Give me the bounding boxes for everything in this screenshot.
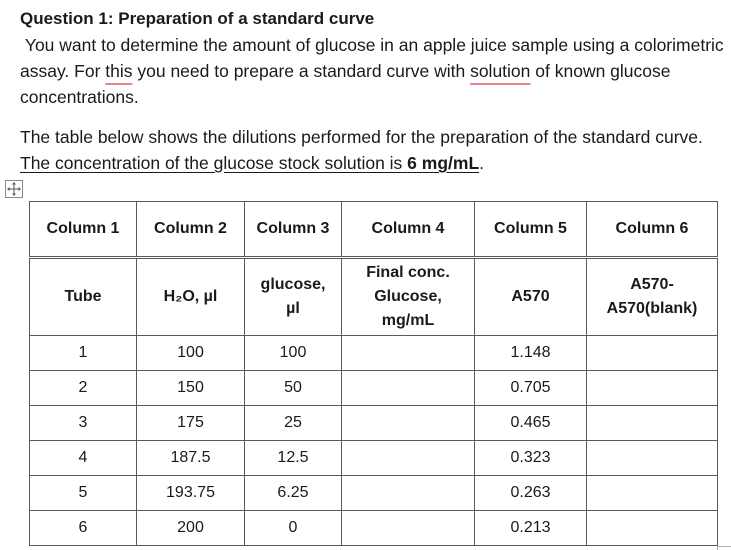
table-resize-handle[interactable] — [717, 546, 731, 550]
table-cell[interactable]: 25 — [245, 406, 342, 441]
column-header: Column 2 — [137, 202, 245, 258]
column-header: Column 4 — [342, 202, 475, 258]
table-cell[interactable]: 6.25 — [245, 476, 342, 511]
table-cell[interactable]: 2 — [30, 371, 137, 406]
column-header-row — [30, 202, 718, 258]
sub-header-a570: A570 — [475, 258, 587, 336]
table-row — [30, 336, 718, 371]
column-header: Column 5 — [475, 202, 587, 258]
table-cell[interactable]: 0.263 — [475, 476, 587, 511]
dilution-table — [29, 201, 718, 546]
column-header: Column 6 — [587, 202, 718, 258]
table-cell[interactable] — [587, 336, 718, 371]
sub-header-glucose: glucose, µl — [245, 258, 342, 336]
table-cell[interactable]: 0.323 — [475, 441, 587, 476]
sub-header-a570-blank: A570-A570(blank) — [587, 258, 718, 336]
table-cell[interactable]: 0 — [245, 511, 342, 546]
intro-paragraph — [20, 32, 725, 110]
table-cell[interactable] — [342, 441, 475, 476]
table-cell[interactable]: 0.213 — [475, 511, 587, 546]
table-cell[interactable] — [342, 371, 475, 406]
table-cell[interactable]: 4 — [30, 441, 137, 476]
table-cell[interactable] — [342, 511, 475, 546]
table-row — [30, 511, 718, 546]
table-cell[interactable] — [342, 476, 475, 511]
table-cell[interactable]: 0.465 — [475, 406, 587, 441]
table-cell[interactable] — [342, 336, 475, 371]
spellcheck-word-this[interactable]: this — [105, 61, 133, 81]
table-description-paragraph: The table below shows the dilutions performed for the preparation of the standard curve. The concentration of the glucose stock solution is 6 mg/mL. — [20, 127, 703, 173]
table-cell[interactable]: 100 — [245, 336, 342, 371]
column-header: Column 3 — [245, 202, 342, 258]
table-cell[interactable] — [587, 511, 718, 546]
table-cell[interactable]: 5 — [30, 476, 137, 511]
stock-concentration-text: The concentration of the glucose stock solution is 6 mg/mL — [20, 153, 480, 173]
table-cell[interactable]: 0.705 — [475, 371, 587, 406]
table-cell[interactable]: 12.5 — [245, 441, 342, 476]
table-cell[interactable]: 200 — [137, 511, 245, 546]
sub-header-water: H₂O, µl — [137, 258, 245, 336]
table-cell[interactable]: 150 — [137, 371, 245, 406]
sub-header-final-conc: Final conc. Glucose, mg/mL — [342, 258, 475, 336]
table-row — [30, 441, 718, 476]
table-cell[interactable] — [587, 476, 718, 511]
table-cell[interactable] — [587, 371, 718, 406]
table-cell[interactable] — [587, 441, 718, 476]
table-row — [30, 406, 718, 441]
table-cell[interactable]: 1.148 — [475, 336, 587, 371]
table-cell[interactable]: 175 — [137, 406, 245, 441]
table-move-handle[interactable] — [5, 180, 23, 198]
table-cell[interactable]: 50 — [245, 371, 342, 406]
spellcheck-word-solution[interactable]: solution — [470, 61, 531, 81]
column-header: Column 1 — [30, 202, 137, 258]
question-title: Question 1: Preparation of a standard curve — [20, 9, 375, 28]
table-cell[interactable]: 187.5 — [137, 441, 245, 476]
table-cell[interactable] — [342, 406, 475, 441]
stock-concentration-value: 6 mg/mL — [407, 153, 480, 173]
table-cell[interactable]: 3 — [30, 406, 137, 441]
table-row — [30, 371, 718, 406]
sub-header-row — [30, 258, 718, 336]
table-row — [30, 476, 718, 511]
table-cell[interactable]: 100 — [137, 336, 245, 371]
intro-text-part-1: You want to determine the amount of glucose in an apple juice sample using a colorimetric assay. For — [20, 35, 724, 81]
sub-header-tube: Tube — [30, 258, 137, 336]
table-cell[interactable]: 6 — [30, 511, 137, 546]
table-cell[interactable]: 1 — [30, 336, 137, 371]
table-cell[interactable]: 193.75 — [137, 476, 245, 511]
intro-text-part-2: you need to prepare a standard curve with — [132, 61, 471, 81]
table-cell[interactable] — [587, 406, 718, 441]
description-text: The table below shows the dilutions performed for the preparation of the standard curve. — [20, 127, 703, 147]
intro-text-part-3: of known glucose concentrations. — [20, 61, 671, 107]
move-arrows-icon — [6, 181, 22, 197]
